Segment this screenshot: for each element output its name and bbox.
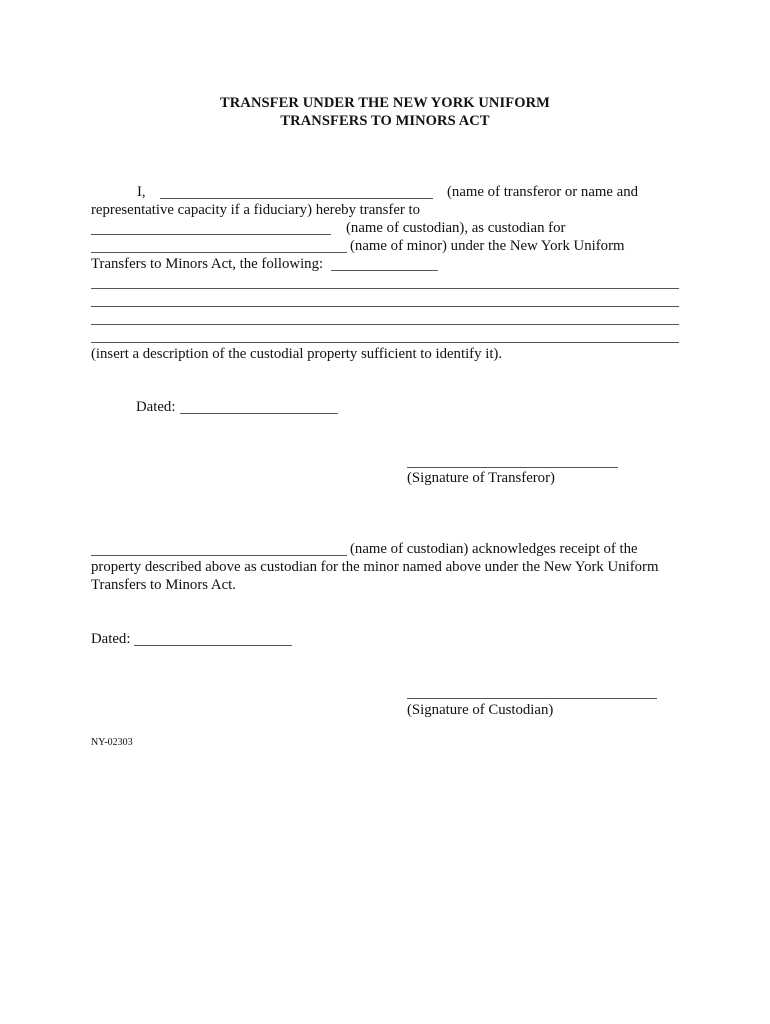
property-instruction: (insert a description of the custodial property sufficient to identify it). [91,346,503,362]
custodian-name-field[interactable] [91,234,331,235]
dated-label-2: Dated: [91,631,131,647]
capacity-text: representative capacity if a fiduciary) hereby transfer to [91,202,421,218]
dated-label-1: Dated: [136,399,176,415]
following-text: Transfers to Minors Act, the following: [91,256,324,272]
property-field-start[interactable] [331,270,438,271]
transferor-caption: (name of transferor or name and [447,184,639,200]
form-title-line-2: TRANSFERS TO MINORS ACT [280,113,490,129]
transferor-signature-caption: (Signature of Transferor) [407,470,555,486]
minor-caption: (name of minor) under the New York Uniform [350,238,625,254]
form-title-line-1: TRANSFER UNDER THE NEW YORK UNIFORM [220,95,550,111]
acknowledgement-caption: (name of custodian) acknowledges receipt of the [350,541,638,557]
form-code: NY-02303 [91,737,133,748]
property-description-line-1[interactable] [91,288,679,289]
transferor-name-field[interactable] [160,198,433,199]
transferor-signature-field[interactable] [407,467,618,468]
acknowledgement-line-2: property described above as custodian for the minor named above under the New York Uniform [91,559,659,575]
property-description-line-2[interactable] [91,306,679,307]
property-description-line-4[interactable] [91,342,679,343]
acknowledging-custodian-name-field[interactable] [91,555,347,556]
custodian-signature-caption: (Signature of Custodian) [407,702,554,718]
date-field-1[interactable] [180,413,338,414]
minor-name-field[interactable] [91,252,347,253]
acknowledgement-line-3: Transfers to Minors Act. [91,577,236,593]
custodian-signature-field[interactable] [407,698,657,699]
property-description-line-3[interactable] [91,324,679,325]
date-field-2[interactable] [134,645,292,646]
i-label: I, [137,184,146,200]
custodian-caption: (name of custodian), as custodian for [346,220,566,236]
